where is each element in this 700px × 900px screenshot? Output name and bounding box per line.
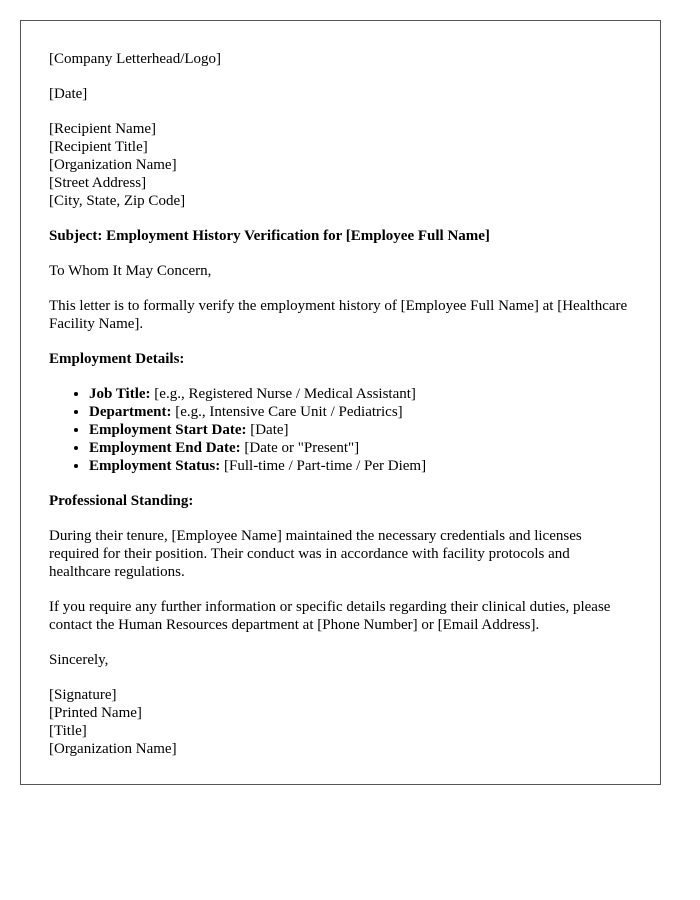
detail-label: Department: bbox=[89, 404, 172, 420]
salutation: To Whom It May Concern, bbox=[49, 263, 212, 279]
standing-paragraph: During their tenure, [Employee Name] maintained the necessary credentials and licenses required for their position. Their conduct was in accordance with facility protocols and healthcare regulations. bbox=[49, 528, 582, 580]
subject-line: Subject: Employment History Verification for [Employee Full Name] bbox=[49, 228, 490, 244]
signature-block bbox=[49, 686, 632, 758]
list-item bbox=[89, 403, 632, 421]
signature: [Signature] bbox=[49, 687, 117, 703]
recipient-city: [City, State, Zip Code] bbox=[49, 193, 186, 209]
list-item bbox=[89, 457, 632, 475]
intro-paragraph: This letter is to formally verify the employment history of [Employee Full Name] at [Healthcare Facility Name]. bbox=[49, 298, 628, 332]
detail-value: [Date or "Present"] bbox=[240, 440, 360, 456]
detail-value: [e.g., Intensive Care Unit / Pediatrics] bbox=[171, 404, 403, 420]
detail-label: Employment End Date: bbox=[89, 440, 241, 456]
recipient-name: [Recipient Name] bbox=[49, 121, 157, 137]
details-heading: Employment Details: bbox=[49, 351, 185, 367]
employment-details-list bbox=[49, 385, 632, 475]
signer-organization: [Organization Name] bbox=[49, 741, 177, 757]
contact-paragraph: If you require any further information or specific details regarding their clinical duties, please contact the Human Resources department at [Phone Number] or [Email Address]. bbox=[49, 599, 611, 633]
list-item bbox=[89, 385, 632, 403]
recipient-address bbox=[49, 120, 632, 210]
recipient-organization: [Organization Name] bbox=[49, 157, 177, 173]
letter-document bbox=[20, 20, 661, 785]
detail-value: [Date] bbox=[246, 422, 289, 438]
detail-value: [Full-time / Part-time / Per Diem] bbox=[220, 458, 427, 474]
printed-name: [Printed Name] bbox=[49, 705, 142, 721]
detail-label: Employment Status: bbox=[89, 458, 221, 474]
letter-date: [Date] bbox=[49, 86, 88, 102]
letterhead: [Company Letterhead/Logo] bbox=[49, 51, 222, 67]
list-item bbox=[89, 439, 632, 457]
detail-label: Job Title: bbox=[89, 386, 151, 402]
signer-title: [Title] bbox=[49, 723, 87, 739]
detail-label: Employment Start Date: bbox=[89, 422, 247, 438]
closing: Sincerely, bbox=[49, 652, 109, 668]
standing-heading: Professional Standing: bbox=[49, 493, 194, 509]
detail-value: [e.g., Registered Nurse / Medical Assistant] bbox=[150, 386, 416, 402]
recipient-title: [Recipient Title] bbox=[49, 139, 148, 155]
list-item bbox=[89, 421, 632, 439]
recipient-street: [Street Address] bbox=[49, 175, 147, 191]
